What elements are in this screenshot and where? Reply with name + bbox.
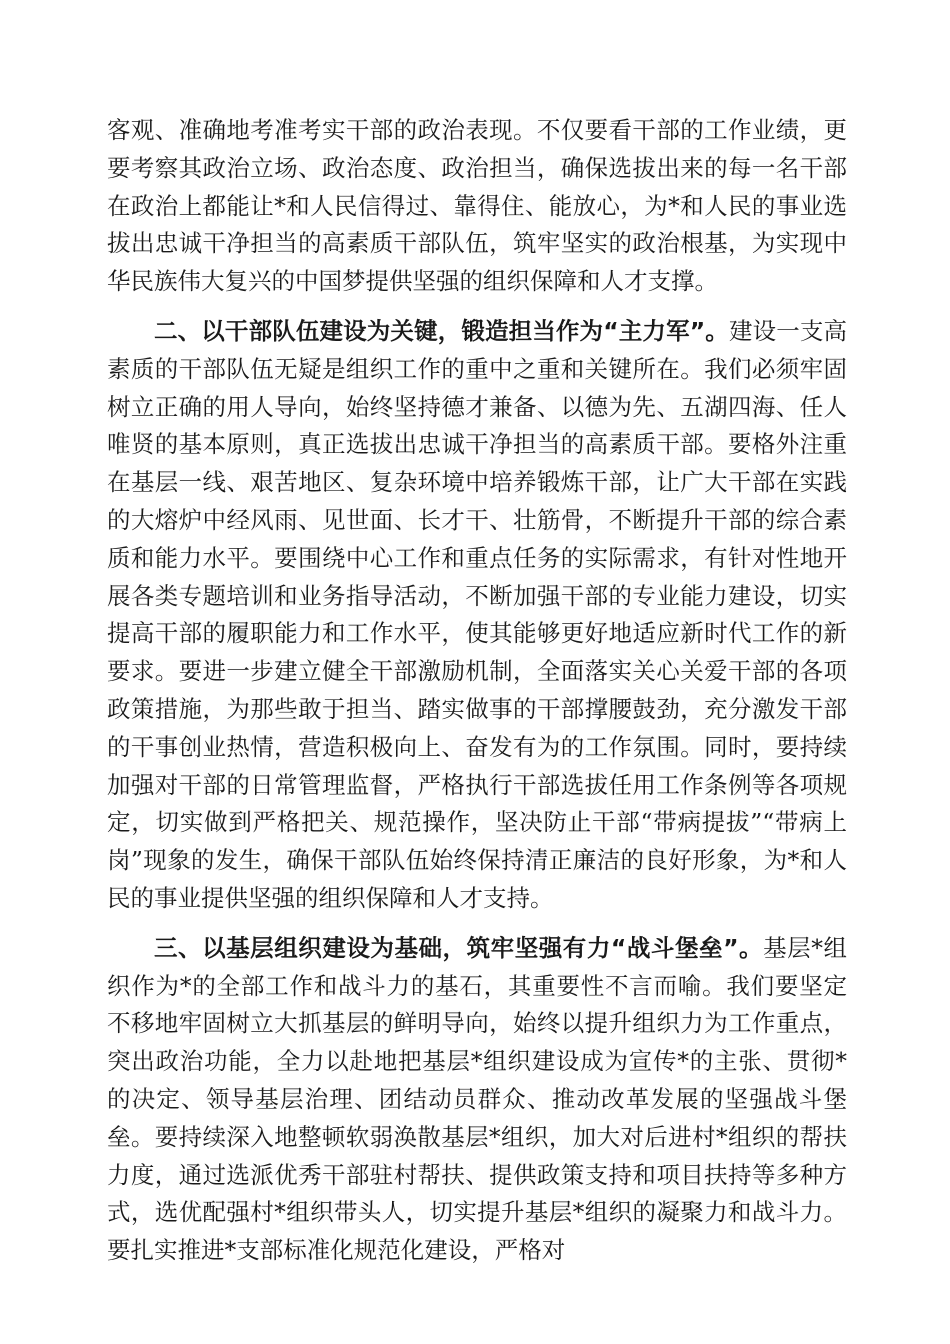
section-heading-three: 三、以基层组织建设为基础，筑牢坚强有力“战斗堡垒”。 <box>154 933 764 962</box>
paragraph-text: 基层*组织作为*的全部工作和战斗力的基石，其重要性不言而喻。我们要坚定不移地牢固树立大抓基层的鲜明导向，始终以提升组织力为工作重点，突出政治功能，全力以赴地把基层*组织建设成为宣传*的主张、贯彻*的决定、领导基层治理、团结动员群众、推动改革发展的坚强战斗堡垒。要持续深入地整顿软弱涣散基层*组织，加大对后进村*组织的帮扶力度，通过选派优秀干部驻村帮扶、提供政策支持和项目扶持等多种方式，选优配强村*组织带头人，切实提升基层*组织的凝聚力和战斗力。要扎实推进*支部标准化规范化建设，严格对 <box>107 933 847 1265</box>
paragraph-political-evaluation <box>107 112 847 301</box>
paragraph-text: 客观、准确地考准考实干部的政治表现。不仅要看干部的工作业绩，更要考察其政治立场、政治态度、政治担当，确保选拔出来的每一名干部在政治上都能让*和人民信得过、靠得住、能放心，为*和人民的事业选拔出忠诚干净担当的高素质干部队伍，筑牢坚实的政治根基，为实现中华民族伟大复兴的中国梦提供坚强的组织保障和人才支撑。 <box>107 116 847 296</box>
section-heading-two: 二、以干部队伍建设为关键，锻造担当作为“主力军”。 <box>154 316 729 345</box>
document-body <box>107 112 847 1270</box>
paragraph-cadre-team <box>107 313 847 918</box>
paragraph-text: 建设一支高素质的干部队伍无疑是组织工作的重中之重和关键所在。我们必须牢固树立正确的用人导向，始终坚持德才兼备、以德为先、五湖四海、任人唯贤的基本原则，真正选拔出忠诚干净担当的高素质干部。要格外注重在基层一线、艰苦地区、复杂环境中培养锻炼干部，让广大干部在实践的大熔炉中经风雨、见世面、长才干、壮筋骨，不断提升干部的综合素质和能力水平。要围绕中心工作和重点任务的实际需求，有针对性地开展各类专题培训和业务指导活动，不断加强干部的专业能力建设，切实提高干部的履职能力和工作水平，使其能够更好地适应新时代工作的新要求。要进一步建立健全干部激励机制，全面落实关心关爱干部的各项政策措施，为那些敢于担当、踏实做事的干部撑腰鼓劲，充分激发干部的干事创业热情，营造积极向上、奋发有为的工作氛围。同时，要持续加强对干部的日常管理监督，严格执行干部选拔任用工作条例等各项规定，切实做到严格把关、规范操作，坚决防止干部“带病提拔”“带病上岗”现象的发生，确保干部队伍始终保持清正廉洁的良好形象，为*和人民的事业提供坚强的组织保障和人才支持。 <box>107 316 848 912</box>
paragraph-grassroots-organization <box>107 930 847 1270</box>
